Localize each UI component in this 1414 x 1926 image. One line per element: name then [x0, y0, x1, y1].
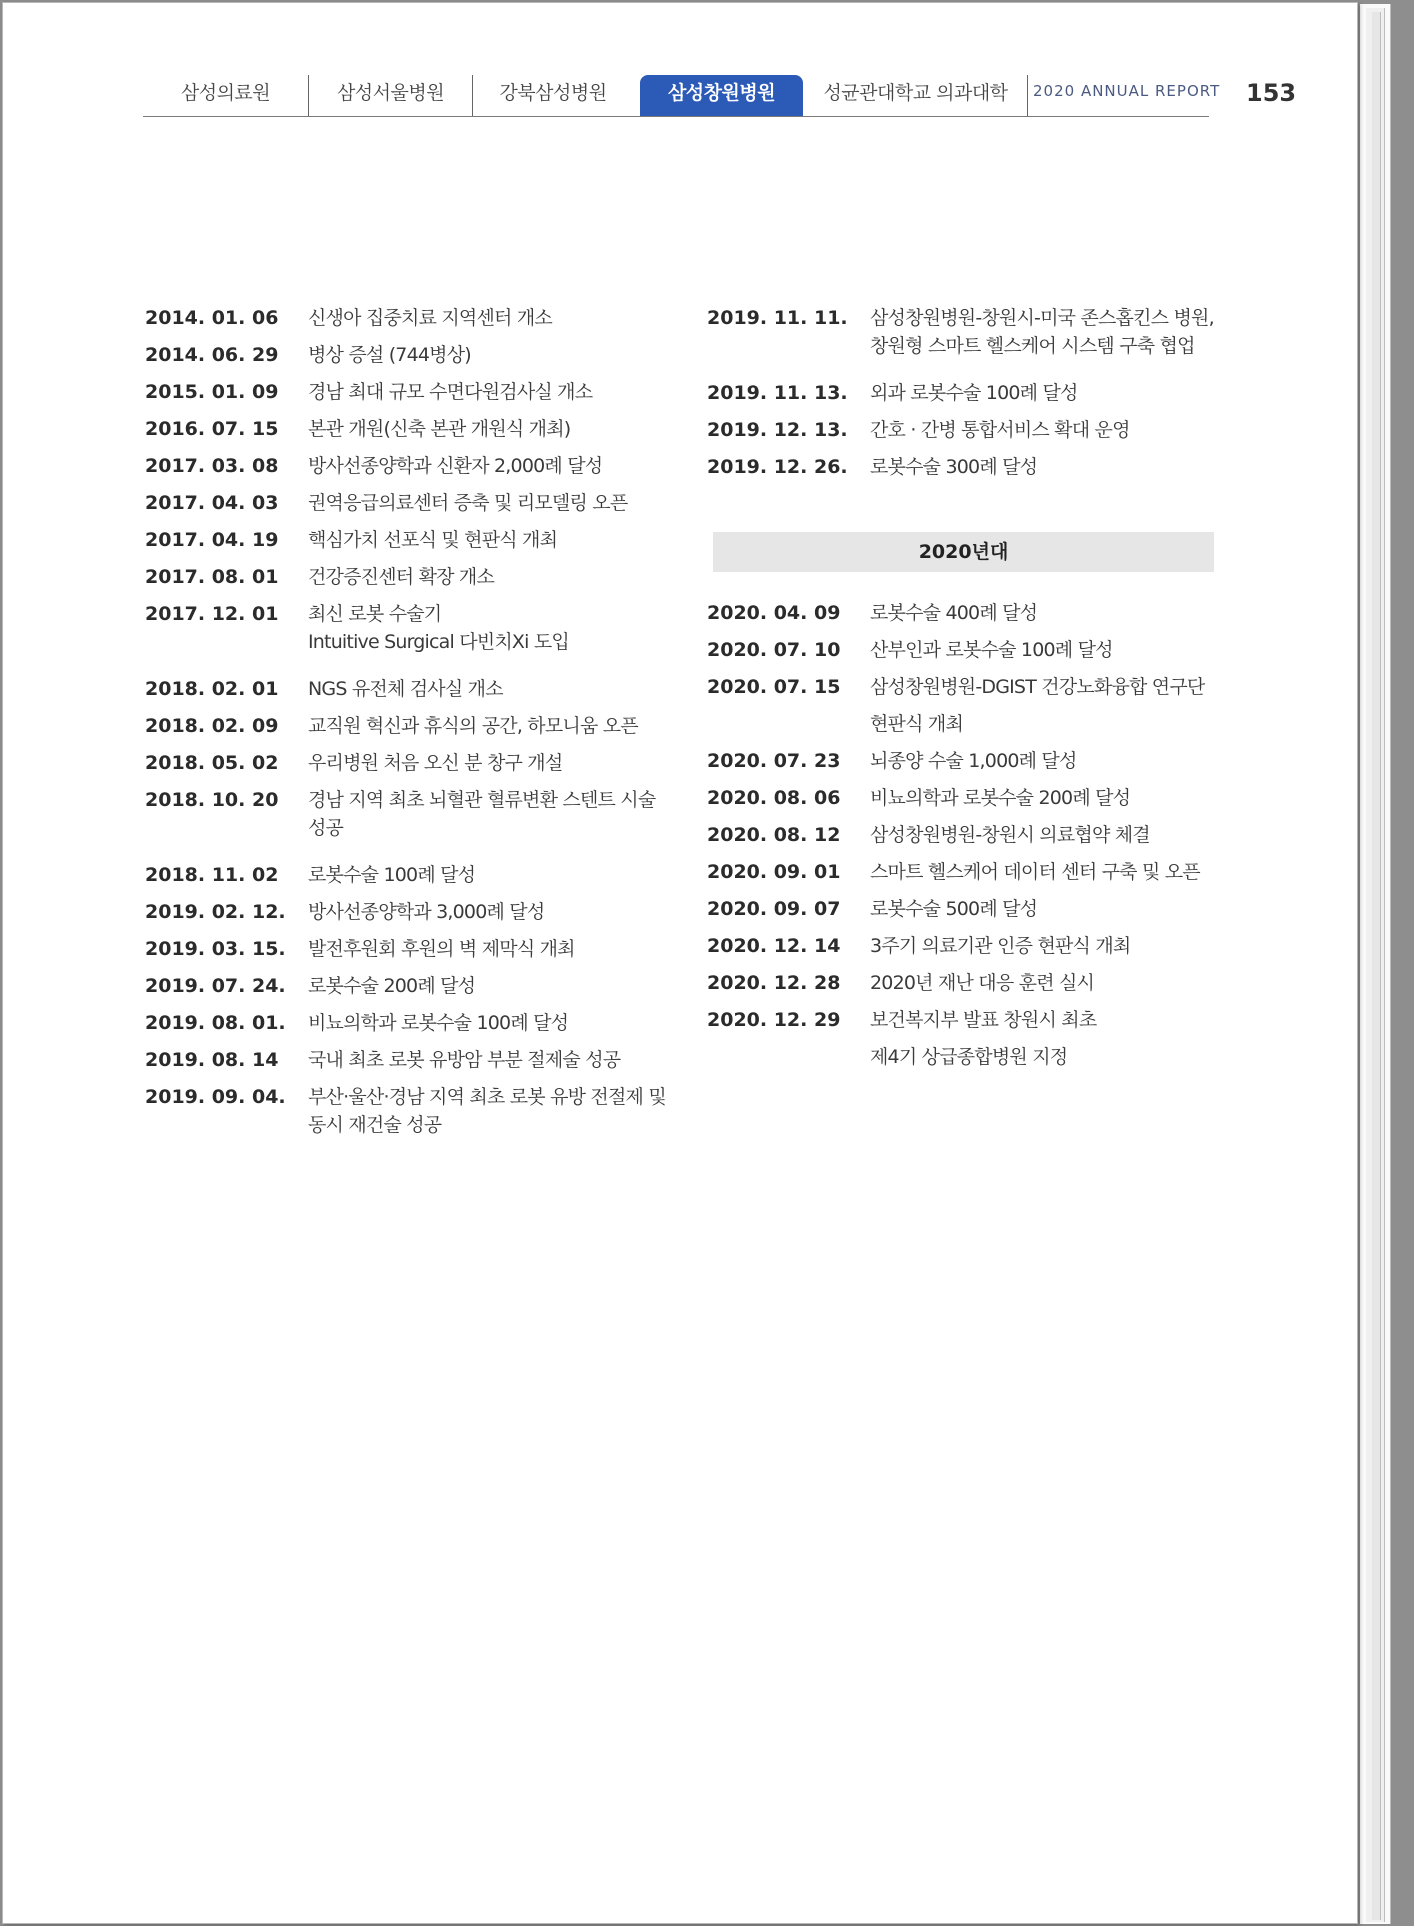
- entry-date: 2020. 08. 12: [707, 824, 841, 846]
- entry-description: 로봇수술 400례 달성: [870, 602, 1038, 624]
- entry-description: 삼성창원병원-창원시 의료협약 체결: [870, 824, 1150, 846]
- entry-date: 2020. 07. 23: [707, 750, 841, 772]
- entry-description: 로봇수술 100례 달성: [308, 864, 476, 886]
- entry-date: 2015. 01. 09: [145, 381, 279, 403]
- entry-description: 간호 · 간병 통합서비스 확대 운영: [870, 419, 1130, 441]
- entry-date: 2020. 09. 07: [707, 898, 841, 920]
- entry-description: 뇌종양 수술 1,000례 달성: [870, 750, 1077, 772]
- document-page: [2, 2, 1358, 1924]
- entry-date: 2019. 12. 26.: [707, 456, 848, 478]
- entry-date: 2020. 07. 15: [707, 676, 841, 698]
- page-edge: [1372, 12, 1381, 1920]
- entry-description: 우리병원 처음 오신 분 창구 개설: [308, 752, 563, 774]
- entry-description: 보건복지부 발표 창원시 최초: [870, 1009, 1097, 1031]
- entry-date: 2018. 02. 09: [145, 715, 279, 737]
- entry-description: 로봇수술 500례 달성: [870, 898, 1038, 920]
- entry-date: 2019. 11. 11.: [707, 307, 848, 329]
- entry-description: 방사선종양학과 3,000례 달성: [308, 901, 545, 923]
- entry-description: 핵심가치 선포식 및 현판식 개최: [308, 529, 558, 551]
- entry-description: 로봇수술 300례 달성: [870, 456, 1038, 478]
- entry-description: NGS 유전체 검사실 개소: [308, 678, 503, 700]
- entry-description: 경남 지역 최초 뇌혈관 혈류변환 스텐트 시술: [308, 789, 656, 811]
- entry-date: 2017. 04. 19: [145, 529, 279, 551]
- entry-description: 국내 최초 로봇 유방암 부분 절제술 성공: [308, 1049, 621, 1071]
- entry-date: 2020. 12. 14: [707, 935, 841, 957]
- entry-date: 2020. 04. 09: [707, 602, 841, 624]
- tab-kangbuk-samsung-hospital[interactable]: 강북삼성병원: [499, 82, 607, 104]
- entry-date: 2018. 05. 02: [145, 752, 279, 774]
- entry-description: 3주기 의료기관 인증 현판식 개최: [870, 935, 1131, 957]
- entry-description: 산부인과 로봇수술 100례 달성: [870, 639, 1113, 661]
- entry-date: 2014. 01. 06: [145, 307, 279, 329]
- entry-date: 2017. 12. 01: [145, 603, 279, 625]
- entry-description: 교직원 혁신과 휴식의 공간, 하모니움 오픈: [308, 715, 638, 737]
- entry-description: 현판식 개최: [870, 713, 964, 735]
- entry-date: 2020. 09. 01: [707, 861, 841, 883]
- entry-description: 신생아 집중치료 지역센터 개소: [308, 307, 552, 329]
- page-number: 153: [1246, 79, 1297, 107]
- entry-date: 2019. 07. 24.: [145, 975, 286, 997]
- entry-date: 2020. 08. 06: [707, 787, 841, 809]
- entry-date: 2016. 07. 15: [145, 418, 279, 440]
- entry-description: 성공: [308, 817, 344, 839]
- entry-date: 2018. 02. 01: [145, 678, 279, 700]
- entry-description: 창원형 스마트 헬스케어 시스템 구축 협업: [870, 335, 1195, 357]
- entry-description: Intuitive Surgical 다빈치Xi 도입: [308, 631, 569, 653]
- entry-description: 발전후원회 후원의 벽 제막식 개최: [308, 938, 575, 960]
- entry-description: 2020년 재난 대응 훈련 실시: [870, 972, 1095, 994]
- entry-date: 2019. 08. 14: [145, 1049, 279, 1071]
- entry-date: 2019. 12. 13.: [707, 419, 848, 441]
- entry-description: 스마트 헬스케어 데이터 센터 구축 및 오픈: [870, 861, 1200, 883]
- tab-samsung-changwon-hospital[interactable]: 삼성창원병원: [640, 75, 803, 116]
- entry-description: 외과 로봇수술 100례 달성: [870, 382, 1078, 404]
- entry-date: 2019. 11. 13.: [707, 382, 848, 404]
- entry-date: 2019. 09. 04.: [145, 1086, 286, 1108]
- entry-description: 부산·울산·경남 지역 최초 로봇 유방 전절제 및: [308, 1086, 666, 1108]
- entry-date: 2017. 04. 03: [145, 492, 279, 514]
- entry-date: 2020. 12. 28: [707, 972, 841, 994]
- entry-date: 2019. 03. 15.: [145, 938, 286, 960]
- entry-description: 경남 최대 규모 수면다원검사실 개소: [308, 381, 593, 403]
- entry-date: 2017. 03. 08: [145, 455, 279, 477]
- entry-date: 2018. 11. 02: [145, 864, 279, 886]
- entry-date: 2019. 08. 01.: [145, 1012, 286, 1034]
- entry-description: 비뇨의학과 로봇수술 100례 달성: [308, 1012, 569, 1034]
- entry-date: 2017. 08. 01: [145, 566, 279, 588]
- report-title: 2020 ANNUAL REPORT: [1033, 82, 1221, 100]
- entry-description: 삼성창원병원-DGIST 건강노화융합 연구단: [870, 676, 1205, 698]
- entry-description: 비뇨의학과 로봇수술 200례 달성: [870, 787, 1131, 809]
- tab-samsung-seoul-hospital[interactable]: 삼성서울병원: [309, 75, 473, 116]
- entry-description: 최신 로봇 수술기: [308, 603, 442, 625]
- entry-date: 2020. 07. 10: [707, 639, 841, 661]
- entry-description: 로봇수술 200례 달성: [308, 975, 476, 997]
- entry-description: 삼성창원병원-창원시-미국 존스홉킨스 병원,: [870, 307, 1214, 329]
- tab-samsung-medical-center[interactable]: 삼성의료원: [143, 75, 309, 116]
- tab-skku-medicine[interactable]: 성균관대학교 의과대학: [804, 75, 1028, 116]
- entry-description: 건강증진센터 확장 개소: [308, 566, 495, 588]
- entry-description: 동시 재건술 성공: [308, 1114, 442, 1136]
- section-heading-2020s: 2020년대: [713, 532, 1214, 572]
- entry-description: 병상 증설 (744병상): [308, 344, 471, 366]
- entry-date: 2018. 10. 20: [145, 789, 279, 811]
- entry-description: 방사선종양학과 신환자 2,000례 달성: [308, 455, 603, 477]
- entry-date: 2019. 02. 12.: [145, 901, 286, 923]
- entry-description: 제4기 상급종합병원 지정: [870, 1046, 1068, 1068]
- entry-description: 본관 개원(신축 본관 개원식 개최): [308, 418, 571, 440]
- entry-date: 2014. 06. 29: [145, 344, 279, 366]
- entry-date: 2020. 12. 29: [707, 1009, 841, 1031]
- entry-description: 권역응급의료센터 증축 및 리모델링 오픈: [308, 492, 628, 514]
